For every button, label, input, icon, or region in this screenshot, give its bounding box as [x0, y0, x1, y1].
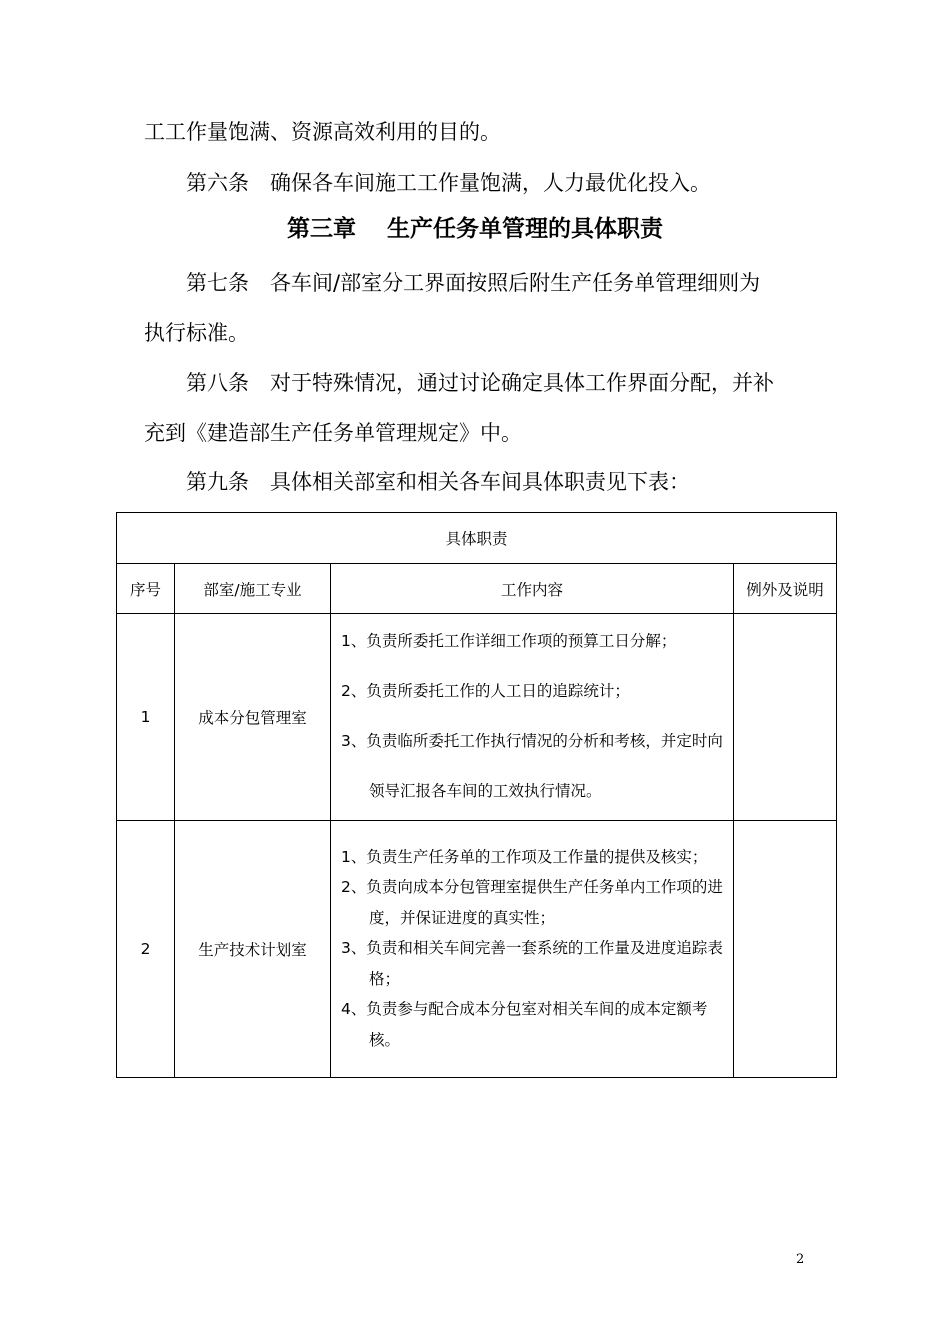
article-6: 第六条 确保各车间施工工作量饱满，人力最优化投入。	[186, 171, 711, 195]
chapter-title: 第三章 生产任务单管理的具体职责	[286, 216, 663, 242]
header-dept: 部室/施工专业	[175, 564, 331, 614]
table-row	[117, 614, 837, 821]
row-content	[331, 614, 734, 821]
table-caption: 具体职责	[117, 513, 837, 564]
table-row	[117, 821, 837, 1078]
table-header-row	[117, 564, 837, 614]
duty-item: 2、负责向成本分包管理室提供生产任务单内工作项的进度，并保证进度的真实性；	[341, 878, 723, 927]
duty-table	[116, 512, 837, 1078]
paragraph-continuation: 工工作量饱满、资源高效利用的目的。	[144, 120, 501, 144]
duty-item: 1、负责所委托工作详细工作项的预算工日分解；	[341, 632, 677, 650]
duty-item: 3、负责临所委托工作执行情况的分析和考核，并定时向领导汇报各车间的工效执行情况。	[341, 732, 723, 800]
duty-item: 4、负责参与配合成本分包室对相关车间的成本定额考核。	[341, 1000, 708, 1049]
header-note: 例外及说明	[734, 564, 837, 614]
article-9: 第九条 具体相关部室和相关各车间具体职责见下表：	[186, 470, 690, 494]
row-dept: 成本分包管理室	[175, 614, 331, 821]
duty-item: 3、负责和相关车间完善一套系统的工作量及进度追踪表格；	[341, 939, 723, 988]
row-note	[734, 821, 837, 1078]
duty-item: 1、负责生产任务单的工作项及工作量的提供及核实；	[341, 847, 708, 866]
table-caption-row	[117, 513, 837, 564]
page-number: 2	[796, 1252, 805, 1267]
row-seq: 2	[117, 821, 175, 1078]
header-content: 工作内容	[331, 564, 734, 614]
row-dept: 生产技术计划室	[175, 821, 331, 1078]
duty-item: 2、负责所委托工作的人工日的追踪统计；	[341, 682, 630, 700]
header-seq: 序号	[117, 564, 175, 614]
row-seq: 1	[117, 614, 175, 821]
row-note	[734, 614, 837, 821]
article-7-line2: 执行标准。	[144, 321, 249, 345]
article-8-line1: 第八条 对于特殊情况，通过讨论确定具体工作界面分配，并补	[186, 371, 774, 395]
article-8-line2: 充到《建造部生产任务单管理规定》中。	[144, 421, 522, 445]
row-content	[331, 821, 734, 1078]
article-7-line1: 第七条 各车间/部室分工界面按照后附生产任务单管理细则为	[186, 271, 761, 295]
